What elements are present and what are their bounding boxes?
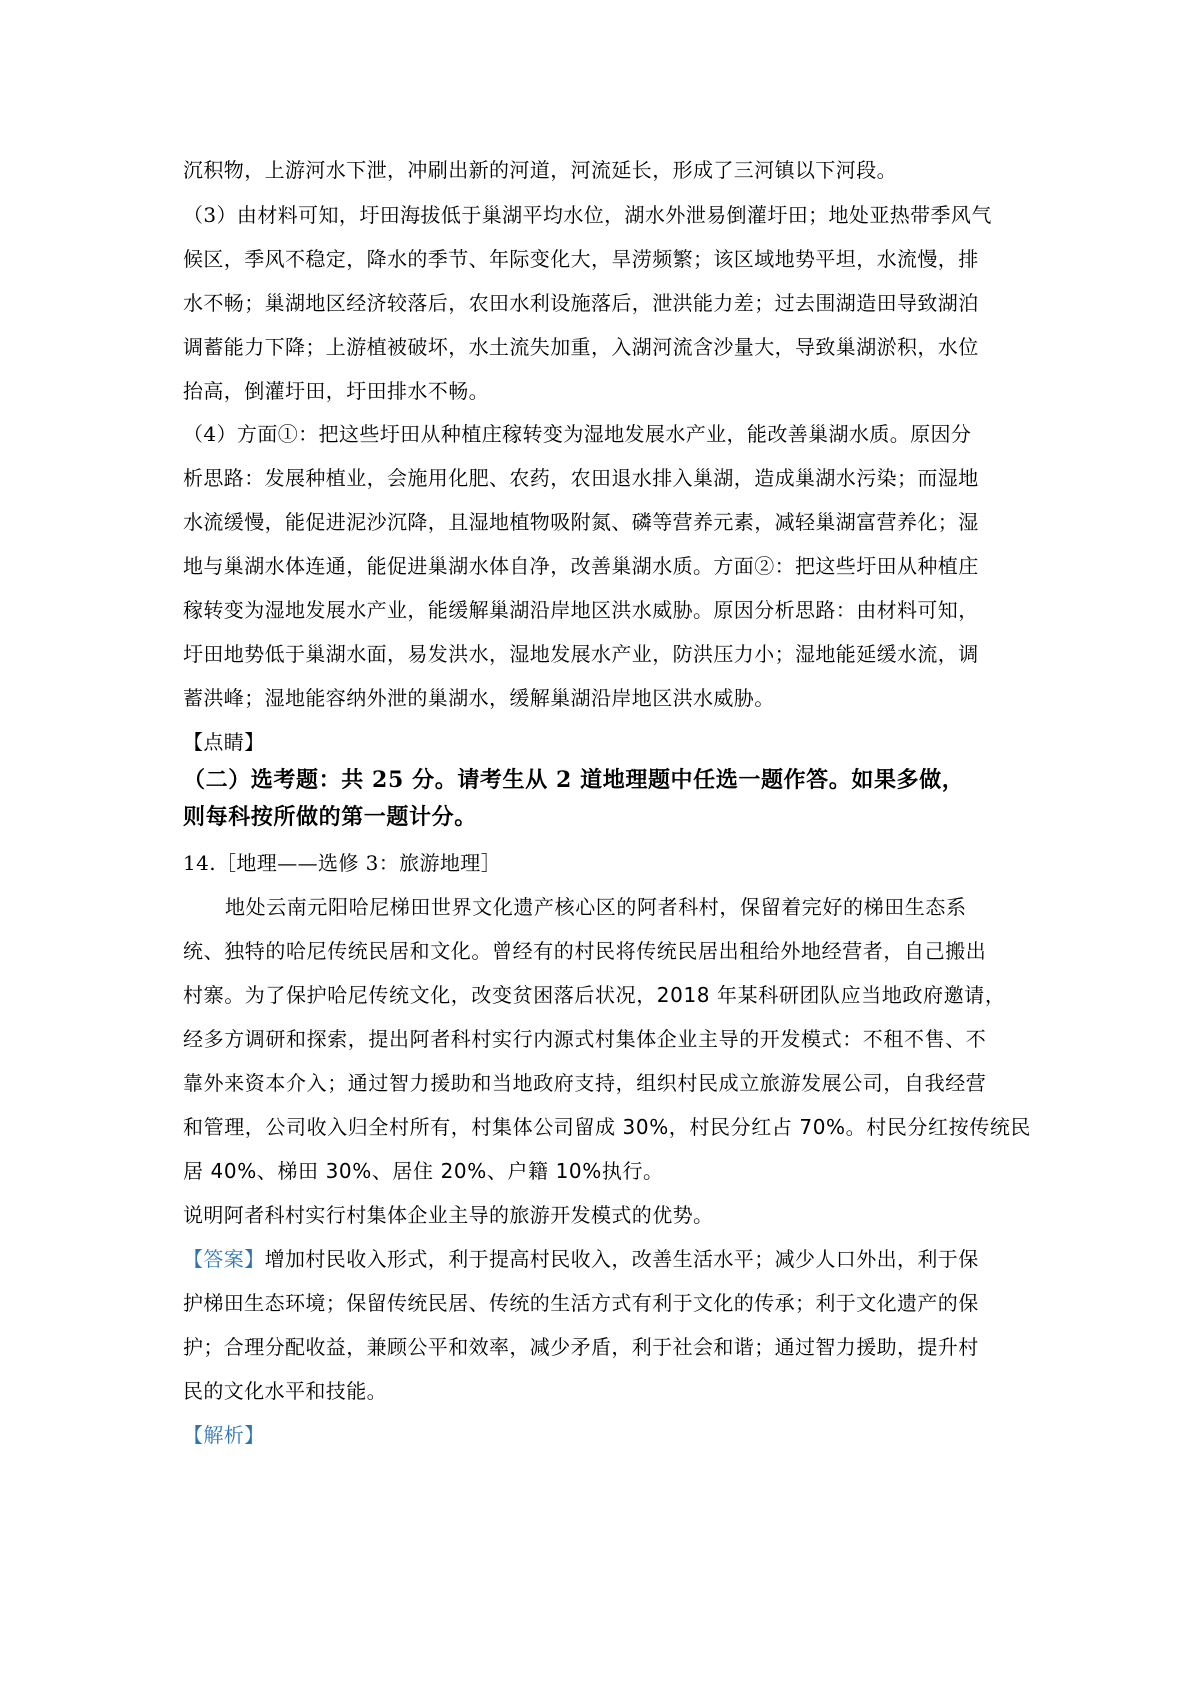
section-heading-line: （二）选考题：共 25 分。请考生从 2 道地理题中任选一题作答。如果多做， bbox=[183, 767, 965, 793]
paragraph-line: 稼转变为湿地发展水产业，能缓解巢湖沿岸地区洪水威胁。原因分析思路：由材料可知， bbox=[183, 598, 979, 622]
question-prompt: 说明阿者科村实行村集体企业主导的旅游开发模式的优势。 bbox=[183, 1203, 714, 1227]
paragraph-line: 候区，季风不稳定，降水的季节、年际变化大，旱涝频繁；该区域地势平坦，水流慢，排 bbox=[183, 247, 979, 271]
section-heading-line: 则每科按所做的第一题计分。 bbox=[183, 804, 477, 830]
answer-line: 护；合理分配收益，兼顾公平和效率，减少矛盾，利于社会和谐；通过智力援助，提升村 bbox=[183, 1335, 979, 1359]
paragraph-line: （3）由材料可知，圩田海拔低于巢湖平均水位，湖水外泄易倒灌圩田；地处亚热带季风气 bbox=[183, 203, 992, 227]
paragraph-line: 水流缓慢，能促进泥沙沉降，且湿地植物吸附氮、磷等营养元素，减轻巢湖富营养化；湿 bbox=[183, 510, 979, 534]
material-line: 地处云南元阳哈尼梯田世界文化遗产核心区的阿者科村，保留着完好的梯田生态系 bbox=[225, 895, 967, 919]
paragraph-line: （4）方面①：把这些圩田从种植庄稼转变为湿地发展水产业，能改善巢湖水质。原因分 bbox=[183, 422, 972, 446]
paragraph-line: 地与巢湖水体连通，能促进巢湖水体自净，改善巢湖水质。方面②：把这些圩田从种植庄 bbox=[183, 554, 979, 578]
question-title: 14.［地理——选修 3：旅游地理］ bbox=[183, 851, 502, 875]
material-line: 和管理，公司收入归全村所有，村集体公司留成 30%，村民分红占 70%。村民分红按传统民 bbox=[183, 1115, 1032, 1139]
answer-line: 民的文化水平和技能。 bbox=[183, 1379, 387, 1403]
paragraph-line: 蓄洪峰；湿地能容纳外泄的巢湖水，缓解巢湖沿岸地区洪水威胁。 bbox=[183, 686, 775, 710]
material-line: 居 40%、梯田 30%、居住 20%、户籍 10%执行。 bbox=[183, 1159, 664, 1183]
paragraph-line: 抬高，倒灌圩田，圩田排水不畅。 bbox=[183, 379, 489, 403]
dianjing-label: 【点睛】 bbox=[183, 730, 265, 754]
paragraph-line: 调蓄能力下降；上游植被破坏，水土流失加重，入湖河流含沙量大，导致巢湖淤积，水位 bbox=[183, 335, 979, 359]
answer-line: 护梯田生态环境；保留传统民居、传统的生活方式有利于文化的传承；利于文化遗产的保 bbox=[183, 1291, 979, 1315]
material-line: 经多方调研和探索，提出阿者科村实行内源式村集体企业主导的开发模式：不租不售、不 bbox=[183, 1027, 987, 1051]
material-line: 村寨。为了保护哈尼传统文化，改变贫困落后状况，2018 年某科研团队应当地政府邀请， bbox=[183, 983, 1006, 1007]
material-line: 靠外来资本介入；通过智力援助和当地政府支持，组织村民成立旅游发展公司，自我经营 bbox=[183, 1071, 987, 1095]
answer-label: 【答案】 bbox=[183, 1247, 265, 1271]
answer-text: 增加村民收入形式，利于提高村民收入，改善生活水平；减少人口外出，利于保 bbox=[264, 1247, 979, 1271]
answer-line bbox=[183, 1245, 979, 1273]
paragraph-line: 沉积物，上游河水下泄，冲刷出新的河道，河流延长，形成了三河镇以下河段。 bbox=[183, 158, 897, 182]
paragraph-line: 圩田地势低于巢湖水面，易发洪水，湿地发展水产业，防洪压力小；湿地能延缓水流，调 bbox=[183, 642, 979, 666]
material-line: 统、独特的哈尼传统民居和文化。曾经有的村民将传统民居出租给外地经营者，自己搬出 bbox=[183, 939, 987, 963]
paragraph-line: 析思路：发展种植业，会施用化肥、农药，农田退水排入巢湖，造成巢湖水污染；而湿地 bbox=[183, 466, 979, 490]
paragraph-line: 水不畅；巢湖地区经济较落后，农田水利设施落后，泄洪能力差；过去围湖造田导致湖泊 bbox=[183, 291, 979, 315]
analysis-label: 【解析】 bbox=[183, 1423, 265, 1447]
